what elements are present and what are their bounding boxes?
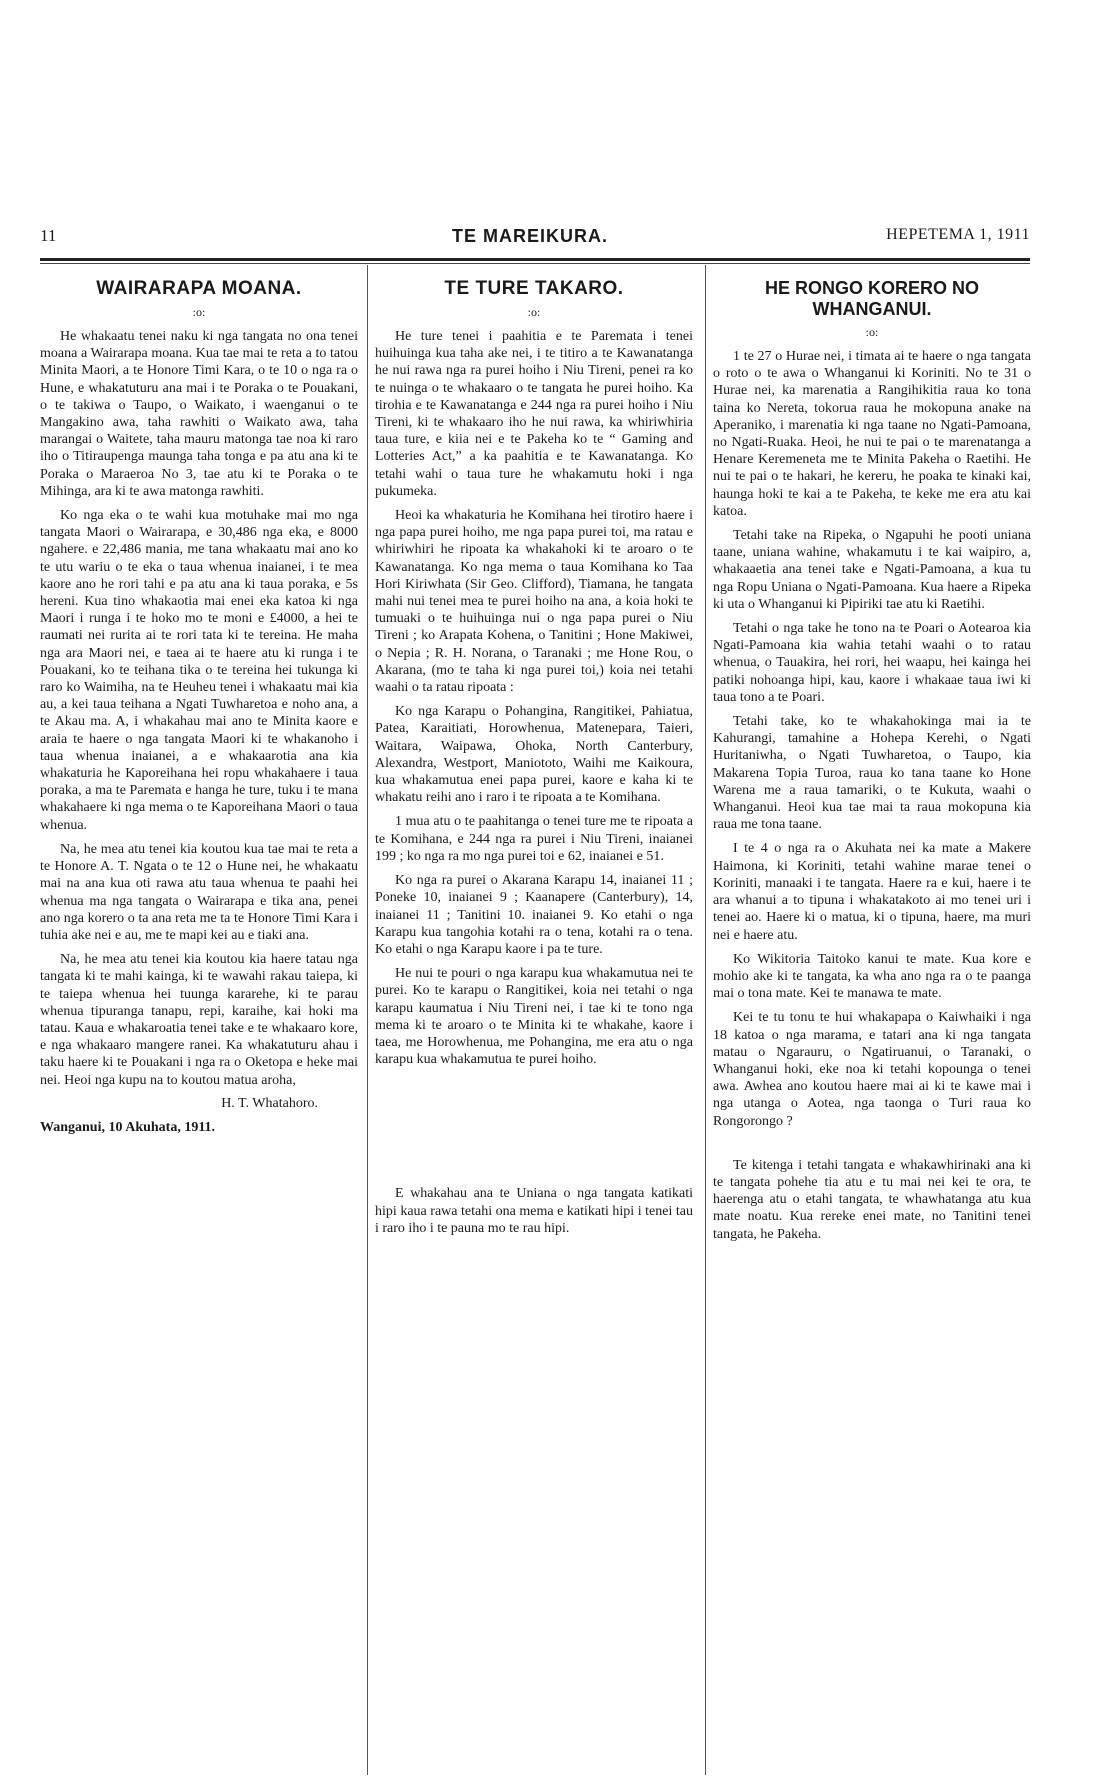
paragraph: Ko nga ra purei o Akarana Karapu 14, inaianei 11 ; Poneke 10, inaianei 9 ; Kaanapere (Canterbury), 14, inaianei 11 ; Tanitini 10. inaianei 9. Ko etahi o nga Karapu kua tangohia kotahi ra o tena, kotahi ra o tena. Ko etahi o nga Karapu kaore i pa te ture. [375, 873, 693, 957]
paragraph: I te 4 o nga ra o Akuhata nei ka mate a Makere Haimona, ki Koriniti, tetahi wahine marae tenei o Koriniti, manaaki i te tangata. Haere ra e kui, haere i te ara whanui a to tipuna i whakatakoto ai mo tenei uri i tenei ao. Haere ki o matua, ki o tipuna, haere, ma muri nei e haere atu. [713, 841, 1031, 943]
paragraph: Ko nga Karapu o Pohangina, Rangitikei, Pahiatua, Patea, Karaitiati, Horowhenua, Matenepara, Taieri, Waitara, Waipawa, Ohoka, North Canterbury, Alexandra, Westport, Maniototo, Waihi me Kaikoura, kua whakamutua enei papa purei, kaore e kaha ki te whakatu reihi ano i raro i te ripoata a te Komihana. [375, 704, 693, 806]
paragraph: Kei te tu tonu te hui whakapapa o Kaiwhaiki i nga 18 katoa o nga marama, e tatari ana ki nga tangata matau o Ngarauru, o Ngatiruanui, o Taranaki, o Whanganui hoki, eke noa ki tetahi kopounga o tenei awa. Awhea ano koutou haere mai ai ki te kawe mai i nga utanga o Aotea, nga taonga o Turi raua ko Rongorongo ? [713, 1010, 1031, 1129]
separator: :o: [527, 305, 541, 319]
issue-date: HEPETEMA 1, 1911 [886, 226, 1030, 243]
separator: :o: [192, 305, 206, 319]
column-divider [705, 265, 706, 1775]
paragraph: Ko Wikitoria Taitoko kanui te mate. Kua kore e mohio ake ki te tangata, ka wha ano nga ra o te paanga mai o tona mate. Kei te manawa te mate. [713, 951, 1031, 1002]
paragraph: He whakaatu tenei naku ki nga tangata no ona tenei moana a Wairarapa moana. Kua tae mai te reta a to tatou Minita Maori, a te Honore Timi Kara, o te 10 o nga ra o Hune, e whakatuturu ana mai i te Poraka o te Pouakani, o te takiwa o Taupo, o Waikato, i waenganui o te Mangakino awa, taha rawhiti o Waikato awa, taha marangai o Waitete, taha mauru matonga tae noa ki raro iho o Titiraupenga maunga taha tonga e pa atu ana ki te Poraka o Maraeroa No 3, tae atu ki te Poraka o te Mihinga, ara ki te awa matonga rawhiti. [40, 329, 358, 499]
paragraph: Heoi ka whakaturia he Komihana hei tirotiro haere i nga papa purei hoiho, me nga papa purei toi, ma ratau e whiriwhiri he ripoata ka whakahoki ki te aroaro o te Kawanatanga. Ko nga mema o taua Komihana ko Taa Hori Kiriwhata (Sir Geo. Clifford), Tiamana, he tangata mahi nui tenei mea te purei hoiho na ana, a koia hoki te tumuaki o te huihuinga nui o nga papa purei o Niu Tireni ; ko Arapata Kohena, o Tanitini ; Hone Makiwei, o Nepia ; R. H. Norana, o Taranaki ; me Hone Rou, o Akarana, (mo te taha ki nga purei toi,) koia nei tetahi waahi o ta ratau ripoata : [375, 508, 693, 696]
paragraph: Na, he mea atu tenei kia koutou kua tae mai te reta a te Honore A. T. Ngata o te 12 o Hune nei, he whakaatu mai na ana kua oti rawa atu taua whenua te paahi hei whenua ma nga tangata o Wairarapa e tika ana, penei ano nga korero o ta ana reta me ta te Honore Timi Kara i tuhia ake nei e au, me te mapi kei au e tiaki ana. [40, 841, 358, 943]
article-te-ture-takaro [375, 278, 693, 1244]
paragraph: Tetahi take, ko te whakahokinga mai ia te Kahurangi, tamahine a Hohepa Kerehi, o Ngati Huritaniwha, o Ngati Tuwharetoa, o Taupo, kia Makarena Topia Turoa, raua ko tana taane ko Hone Warena me a raua tamariki, o te Kukuta, waahi o Whanganui. Heoi kua tae mai ta raua mokopuna kia raua me tona taane. [713, 714, 1031, 833]
column-divider [367, 265, 368, 1775]
paragraph: Ko nga eka o te wahi kua motuhake mai mo nga tangata Maori o Wairarapa, e 30,486 nga eka, e 8000 ngahere. e 22,486 mania, me tana whakaatu mai ano ko te utu wariu o te eka o taua whenua inaianei, i te mea kaore ano he rori tahi e pa atu ana ki taua poraka, e 5s hereni. Kua tino whakaotia mai enei eka katoa ki nga Maori i runga i te hoko mo te moni e £4000, a hei te raumati nei rurita ai te rori tata ki te tereina. He maha nga ara Maori nei, e taea ai te haere atu ki runga i te Pouakani, ko te teihana tika o te tereina hei tukunga ki raro ko Waimiha, na te Heuheu tenei i whakaatu mai kia au, a kei taua teihana a Ngati Tuwharetoa e noho ana, a te Akau ma. A, i whakahau mai ano te Minita kaore e araia te haere o nga tangata Maori ki te whakanoho i taua whenua inaianei, a e whakaarotia ana kia whakaturia he Kaporeihana hei ropu whakahaere i taua poraka, a ma te Paremata e hanga he ture, tuku i te mana whakahaere ki nga mema o te Kaporeihana Maori o taua whenua. [40, 508, 358, 833]
article-heading: HE RONGO KORERO NO WHANGANUI. [764, 278, 979, 319]
paragraph: E whakahau ana te Uniana o nga tangata katikati hipi kaua rawa tetahi ona mema e katikati hipi i tenei tau i raro iho i te pauna mo te rau hipi. [375, 1186, 693, 1236]
paragraph: Na, he mea atu tenei kia koutou kia haere tatau nga tangata ki te mahi kainga, ki te wawahi rakau taiepa, ki te taiepa whenua hei tuunga kararehe, ki te parau whenua tipuranga tanapu, repi, karaihe, kai hoki ma tatau. Kaua e whakaroatia tenei take e te whakaaro kore, e nga whakaaro mangere ranei. Ka whakatuturu ahau i taku haere ki te Pouakani i nga ra o Oketopa e heke mai nei. Heoi nga kupu na to koutou matua aroha, [40, 952, 358, 1088]
article-wairarapa-moana [40, 278, 358, 1136]
place-date: Wanganui, 10 Akuhata, 1911. [40, 1119, 216, 1135]
article-heading: WAIRARAPA MOANA. [96, 278, 302, 299]
paragraph: 1 mua atu o te paahitanga o tenei ture me te ripoata a te Komihana, e 244 nga ra purei i Niu Tireni, inaianei 199 ; ko nga ra mo nga purei toi e 62, inaianei e 51. [375, 814, 693, 864]
paragraph: Tetahi take na Ripeka, o Ngapuhi he pooti uniana taane, uniana wahine, whakamutu i te kai waipiro, a, whakaaetia ana tenei take e Ngati-Pamoana, a kua tu nga Ropu Uniana o Ngati-Pamoana. Kua haere a Ripeka ki uta o Whanganui ki Pipiriki tae atu ki Raetihi. [713, 528, 1031, 612]
header-rule-thin [40, 263, 1030, 264]
header-rule [40, 258, 1030, 261]
paragraph: Tetahi o nga take he tono na te Poari o Aotearoa kia Ngati-Pamoana kia wahia tetahi waahi o to ratau whenua, o Tauakira, hei rori, hei waapu, hei kainga hei patiki nohoanga hipi, kau, kaore i whakaae taua iwi ki taua tono a te Poari. [713, 621, 1031, 705]
paragraph: 1 te 27 o Hurae nei, i timata ai te haere o nga tangata o roto o te awa o Whanganui ki Koriniti. No te 31 o Hurae nei, ka marenatia a Rangihikitia raua ko tona taina ko Nereta, tokorua raua he mokopuna anake na Aperaniko, i marenatia ki nga taane no Ngati-Pamoana, no Ngati-Ruaka. Heoi, he nui te pai o te marenatanga a Henare Keremeneta me te Minita Pakeha o Raetihi. He nui te pai o te hakari, he kereru, he poaka te kinaki kai, haunga hoki te kai a te Pakeha, te keke me era atu kai katoa. [713, 349, 1031, 519]
paragraph: He ture tenei i paahitia e te Paremata i tenei huihuinga kua taha ake nei, i te titiro a te Kawanatanga he nui rawa nga ra purei hoiho i Niu Tireni, penei ra ko te nuinga o te whakaaro o te tangata he purei hoiho. Ka tirohia e te Kawanatanga e 244 nga ra purei hoiho i Niu Tireni, ki te whakaaro iho he nui rawa, ka whiriwhiria taua ture, e kiia nei e te Pakeha ko te “ Gaming and Lotteries Act,” a ka paahitia e te Kawanatanga. Ko tetahi wahi o taua ture he whakamutu hoki i nga pukumeka. [375, 329, 693, 499]
page-header [40, 226, 1030, 252]
article-heading: TE TURE TAKARO. [444, 278, 624, 299]
separator: :o: [865, 325, 879, 339]
page-number: 11 [40, 226, 57, 245]
paragraph: Te kitenga i tetahi tangata e whakawhirinaki ana ki te tangata pohehe tia atu e tu mai nei kei te ora, te haerenga atu o etahi tangata, te whawhatanga atu kua mate noatu. Kua rereke enei mate, no Tanitini tenei tangata, he Pakeha. [713, 1157, 1031, 1242]
paragraph: He nui te pouri o nga karapu kua whakamutua nei te purei. Ko te karapu o Rangitikei, koia nei tetahi o nga karapu kaumatua i Niu Tireni nei, i tae ki te tono nga mema ki te aroaro o te Minita ki te whakahe, kaore i taea, me Horowhenua, me Pohangina, me era atu o nga karapu kua whakamutua te purei hoiho. [375, 966, 693, 1068]
signature: H. T. Whatahoro. [221, 1095, 318, 1111]
publication-title: TE MAREIKURA. [452, 226, 608, 246]
article-rongo-korero-whanganui [713, 278, 1031, 1250]
